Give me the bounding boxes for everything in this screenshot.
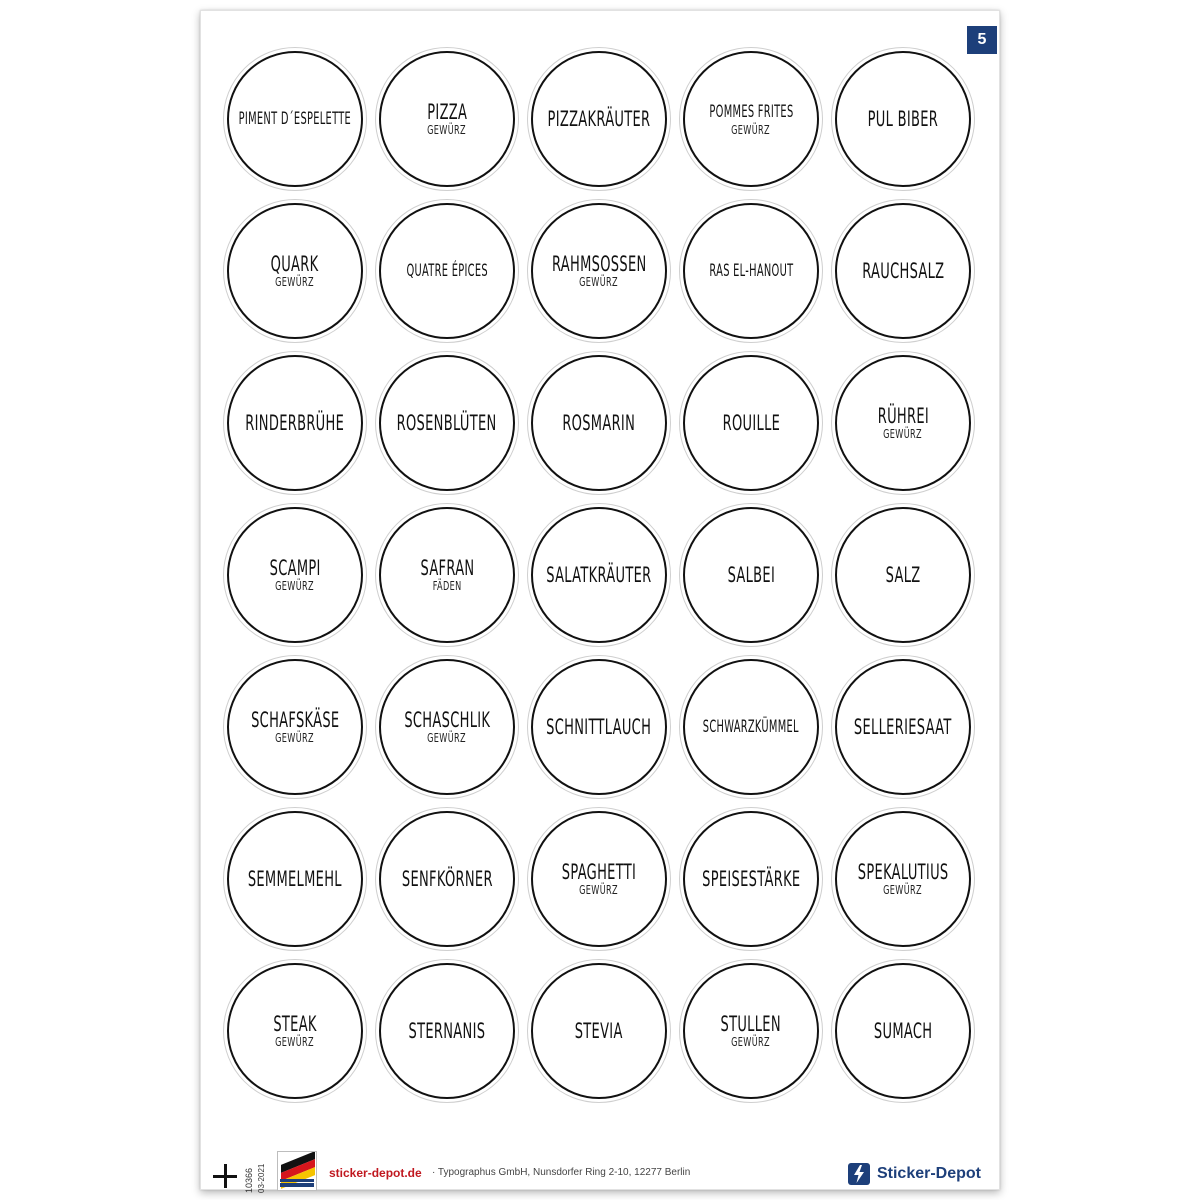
sticker-sheet	[200, 10, 1000, 1193]
sticker-ring	[835, 51, 971, 187]
sticker-label	[679, 655, 823, 799]
sticker-name: STERNANIS	[408, 1019, 486, 1043]
sticker-label	[527, 655, 671, 799]
sheet-footer	[201, 1151, 1001, 1191]
sticker-name: SCAMPI	[269, 556, 321, 580]
sticker-ring	[835, 963, 971, 1099]
sticker-label	[223, 959, 367, 1103]
sticker-ring	[227, 507, 363, 643]
sticker-label	[223, 655, 367, 799]
sticker-label	[375, 807, 519, 951]
sticker-name: SCHNITTLAUCH	[546, 715, 652, 739]
sticker-label	[223, 503, 367, 647]
page-number-badge: 5	[967, 26, 997, 54]
sticker-ring	[379, 355, 515, 491]
sticker-name: SALBEI	[727, 563, 775, 587]
sticker-label	[223, 47, 367, 191]
sticker-name: SPAGHETTI	[561, 860, 637, 884]
sticker-name: RAUCHSALZ	[861, 259, 945, 283]
sticker-subtitle: GEWÜRZ	[579, 883, 619, 897]
sticker-ring	[531, 811, 667, 947]
sticker-ring	[531, 507, 667, 643]
sticker-label	[831, 655, 975, 799]
sticker-name: SALATKRÄUTER	[546, 563, 652, 587]
sticker-label	[527, 47, 671, 191]
sticker-subtitle: GEWÜRZ	[883, 427, 923, 441]
sticker-name: SPEKALUTIUS	[857, 860, 949, 884]
sticker-subtitle: GEWÜRZ	[275, 1035, 315, 1049]
sticker-label	[831, 503, 975, 647]
sticker-label	[375, 351, 519, 495]
sticker-ring	[531, 659, 667, 795]
sticker-name: RÜHREI	[877, 404, 929, 428]
sticker-label	[375, 199, 519, 343]
sticker-label	[679, 199, 823, 343]
sticker-name: SENFKÖRNER	[401, 867, 493, 891]
sticker-name: SAFRAN	[420, 556, 474, 580]
sticker-name: RAS EL-HANOUT	[708, 261, 794, 281]
sticker-ring	[835, 507, 971, 643]
sticker-depot-logo-icon	[847, 1162, 871, 1186]
sticker-ring	[683, 507, 819, 643]
sticker-name: SUMACH	[873, 1019, 933, 1043]
company-address: · Typographus GmbH, Nunsdorfer Ring 2-10, 12277 Berlin	[432, 1167, 691, 1178]
sticker-label	[375, 959, 519, 1103]
sticker-ring	[531, 963, 667, 1099]
sticker-subtitle: FÄDEN	[432, 579, 462, 593]
sticker-name: QUARK	[271, 252, 319, 276]
sticker-ring	[379, 507, 515, 643]
sticker-ring	[227, 355, 363, 491]
sticker-ring	[683, 51, 819, 187]
sticker-label	[831, 351, 975, 495]
sticker-label	[831, 199, 975, 343]
sticker-ring	[835, 355, 971, 491]
sticker-label	[679, 47, 823, 191]
sticker-label	[679, 351, 823, 495]
sticker-name: SCHASCHLIK	[404, 708, 490, 732]
sticker-subtitle: GEWÜRZ	[731, 123, 771, 137]
article-number: 10366	[244, 1167, 254, 1193]
sticker-name: STULLEN	[720, 1012, 782, 1036]
sticker-name: RAHMSOSSEN	[551, 252, 647, 276]
sticker-name: RINDERBRÜHE	[245, 411, 345, 435]
sticker-label	[831, 47, 975, 191]
sticker-ring	[531, 355, 667, 491]
sticker-label	[831, 807, 975, 951]
sticker-ring	[227, 963, 363, 1099]
sticker-label	[527, 199, 671, 343]
sticker-label	[679, 503, 823, 647]
sticker-name: PIZZA	[427, 100, 467, 124]
sticker-ring	[379, 203, 515, 339]
sticker-ring	[835, 203, 971, 339]
sticker-ring	[227, 51, 363, 187]
sticker-label	[375, 655, 519, 799]
sticker-ring	[683, 203, 819, 339]
sticker-subtitle: GEWÜRZ	[731, 1035, 771, 1049]
sticker-ring	[379, 963, 515, 1099]
sticker-label	[831, 959, 975, 1103]
sticker-name: SELLERIESAAT	[854, 715, 952, 739]
sticker-subtitle: GEWÜRZ	[275, 731, 315, 745]
sticker-label	[375, 503, 519, 647]
sticker-ring	[683, 355, 819, 491]
sticker-name: PIZZAKRÄUTER	[547, 107, 651, 131]
sticker-name: PIMENT D´ESPELETTE	[238, 109, 352, 129]
sticker-name: POMMES FRITES	[708, 102, 794, 122]
sticker-label	[679, 959, 823, 1103]
sticker-ring	[379, 51, 515, 187]
sticker-name: QUATRE ÉPICES	[406, 261, 488, 281]
sticker-ring	[227, 811, 363, 947]
sticker-name: SPEISESTÄRKE	[701, 867, 801, 891]
sticker-label	[527, 807, 671, 951]
sticker-ring	[683, 659, 819, 795]
sticker-label	[527, 503, 671, 647]
sticker-name: SEMMELMEHL	[247, 867, 343, 891]
sticker-ring	[379, 811, 515, 947]
brand-name: Sticker-Depot	[876, 1165, 981, 1182]
date-code: 03-2021	[257, 1163, 266, 1193]
sticker-subtitle: GEWÜRZ	[883, 883, 923, 897]
sticker-name: ROUILLE	[722, 411, 780, 435]
sticker-ring	[531, 51, 667, 187]
sticker-label	[679, 807, 823, 951]
sticker-subtitle: GEWÜRZ	[427, 731, 467, 745]
sticker-subtitle: GEWÜRZ	[427, 123, 467, 137]
sticker-grid	[223, 47, 983, 1103]
sticker-ring	[531, 203, 667, 339]
sticker-name: PUL BIBER	[867, 107, 939, 131]
website-link[interactable]: sticker-depot.de	[329, 1166, 422, 1180]
made-in-germany-flag-logo	[277, 1151, 317, 1191]
sticker-subtitle: GEWÜRZ	[275, 275, 315, 289]
sticker-name: SCHAFSKÄSE	[250, 708, 340, 732]
sticker-subtitle: GEWÜRZ	[275, 579, 315, 593]
brand-logo	[847, 1161, 981, 1187]
sticker-label	[223, 199, 367, 343]
sticker-name: STEVIA	[575, 1019, 623, 1043]
sticker-name: SCHWARZKÜMMEL	[702, 717, 800, 737]
sticker-name: STEAK	[273, 1012, 317, 1036]
sticker-ring	[835, 659, 971, 795]
sticker-ring	[683, 963, 819, 1099]
sticker-ring	[227, 203, 363, 339]
sticker-ring	[683, 811, 819, 947]
sticker-ring	[379, 659, 515, 795]
sticker-name: ROSMARIN	[562, 411, 636, 435]
sticker-name: ROSENBLÜTEN	[397, 411, 497, 435]
sticker-label	[375, 47, 519, 191]
sticker-ring	[227, 659, 363, 795]
sticker-ring	[835, 811, 971, 947]
sticker-label	[223, 351, 367, 495]
sticker-subtitle: GEWÜRZ	[579, 275, 619, 289]
sticker-label	[223, 807, 367, 951]
crosshair-registration-icon	[213, 1164, 237, 1188]
sticker-name: SALZ	[885, 563, 921, 587]
sticker-label	[527, 959, 671, 1103]
sticker-label	[527, 351, 671, 495]
